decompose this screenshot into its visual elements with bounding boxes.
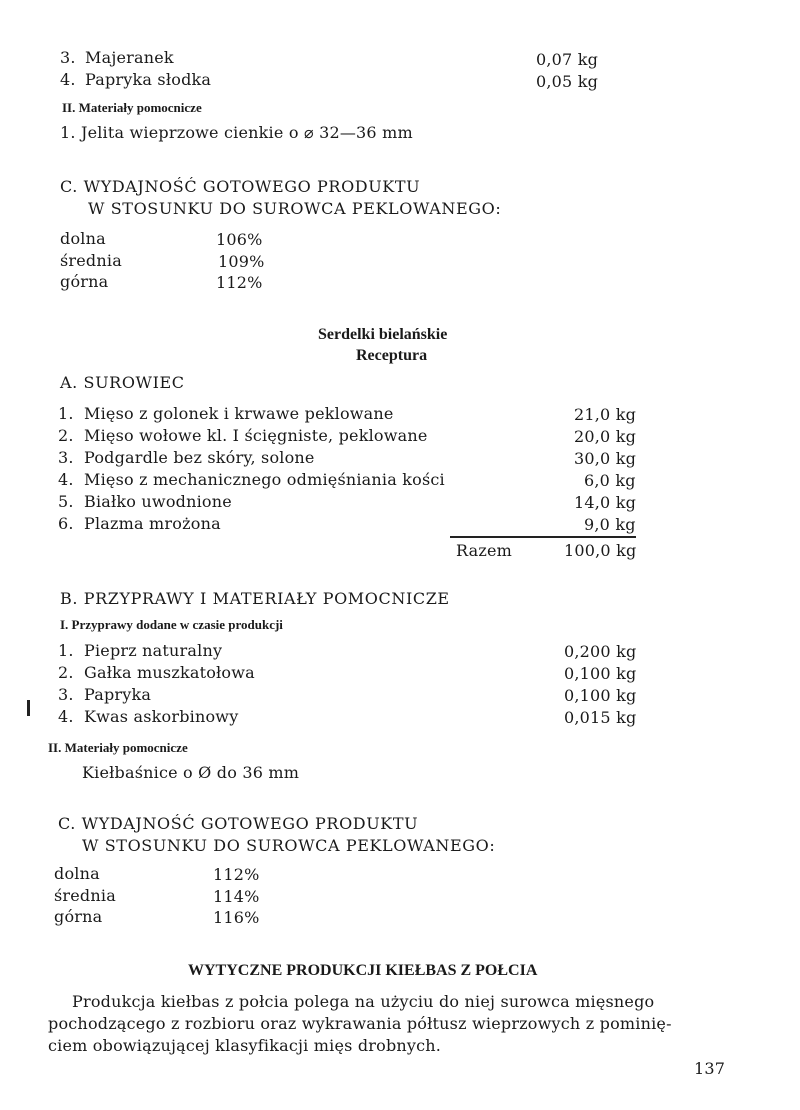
- top-aux-heading: II. Materiały pomocnicze: [62, 100, 202, 115]
- ingredient-num: 6.: [58, 514, 74, 533]
- top-yield-label: górna: [60, 272, 109, 291]
- spice-qty: 0,015 kg: [564, 708, 637, 727]
- recipe-title: Serdelki bielańskie: [318, 326, 448, 343]
- section-b-heading: B. PRZYPRAWY I MATERIAŁY POMOCNICZE: [60, 589, 450, 608]
- yield-heading: C. WYDAJNOŚĆ GOTOWEGO PRODUKTU: [58, 814, 419, 833]
- top-yield-value: 106%: [216, 230, 263, 249]
- ingredient-qty: 14,0 kg: [574, 493, 637, 512]
- spice-num: 3.: [58, 685, 74, 704]
- spice-qty: 0,100 kg: [564, 686, 637, 705]
- spice-qty: 0,200 kg: [564, 642, 637, 661]
- yield-label: dolna: [54, 864, 100, 883]
- top-yield-subheading: W STOSUNKU DO SUROWCA PEKLOWANEGO:: [88, 199, 502, 218]
- spice-name: Kwas askorbinowy: [84, 707, 239, 726]
- spice-num: 4.: [58, 707, 74, 726]
- aux-item: Kiełbaśnice o Ø do 36 mm: [82, 763, 300, 782]
- top-yield-label: dolna: [60, 229, 106, 248]
- top-item-num: 3.: [60, 48, 76, 67]
- top-item-qty: 0,07 kg: [536, 50, 599, 69]
- ingredient-name: Podgardle bez skóry, solone: [84, 448, 315, 467]
- spice-name: Papryka: [84, 685, 152, 704]
- ingredient-num: 3.: [58, 448, 74, 467]
- yield-value: 114%: [213, 887, 260, 906]
- yield-label: średnia: [54, 886, 116, 905]
- ingredient-qty: 6,0 kg: [584, 471, 636, 490]
- spices-heading: I. Przyprawy dodane w czasie produkcji: [60, 617, 283, 632]
- ingredient-name: Mięso z golonek i krwawe peklowane: [84, 404, 394, 423]
- top-yield-value: 112%: [216, 273, 263, 292]
- total-label: Razem: [456, 541, 513, 560]
- ingredient-qty: 20,0 kg: [574, 427, 637, 446]
- ingredient-num: 4.: [58, 470, 74, 489]
- top-yield-value: 109%: [218, 252, 265, 271]
- spice-name: Gałka muszkatołowa: [84, 663, 255, 682]
- top-yield-label: średnia: [60, 251, 122, 270]
- yield-value: 112%: [213, 865, 260, 884]
- aux-heading: II. Materiały pomocnicze: [48, 740, 188, 755]
- spice-num: 2.: [58, 663, 74, 682]
- top-aux-item: 1. Jelita wieprzowe cienkie o ⌀ 32—36 mm: [60, 123, 413, 142]
- ingredient-name: Mięso wołowe kl. I ścięgniste, peklowane: [84, 426, 428, 445]
- spice-qty: 0,100 kg: [564, 664, 637, 683]
- yield-subheading: W STOSUNKU DO SUROWCA PEKLOWANEGO:: [82, 836, 496, 855]
- top-item-num: 4.: [60, 70, 76, 89]
- top-item-name: Majeranek: [85, 48, 174, 67]
- total-qty: 100,0 kg: [564, 541, 637, 560]
- page-number: 137: [694, 1059, 726, 1078]
- ingredient-name: Białko uwodnione: [84, 492, 232, 511]
- ingredient-name: Plazma mrożona: [84, 514, 221, 533]
- margin-mark: [27, 700, 30, 716]
- spice-num: 1.: [58, 641, 74, 660]
- ingredient-qty: 30,0 kg: [574, 449, 637, 468]
- recipe-subtitle: Receptura: [356, 347, 428, 364]
- spice-name: Pieprz naturalny: [84, 641, 223, 660]
- yield-label: górna: [54, 907, 103, 926]
- guidelines-line: Produkcja kiełbas z połcia polega na użyciu do niej surowca mięsnego: [72, 992, 655, 1011]
- section-a-heading: A. SUROWIEC: [60, 373, 185, 392]
- ingredient-num: 2.: [58, 426, 74, 445]
- ingredient-name: Mięso z mechanicznego odmięśniania kości: [84, 470, 445, 489]
- ingredient-num: 1.: [58, 404, 74, 423]
- top-item-name: Papryka słodka: [85, 70, 212, 89]
- ingredient-qty: 21,0 kg: [574, 405, 637, 424]
- guidelines-line: pochodzącego z rozbioru oraz wykrawania półtusz wieprzowych z pominię-: [48, 1014, 672, 1033]
- guidelines-line: ciem obowiązującej klasyfikacji mięs drobnych.: [48, 1036, 442, 1055]
- ingredient-qty: 9,0 kg: [584, 515, 636, 534]
- yield-value: 116%: [213, 908, 260, 927]
- top-yield-heading: C. WYDAJNOŚĆ GOTOWEGO PRODUKTU: [60, 177, 421, 196]
- ingredient-num: 5.: [58, 492, 74, 511]
- guidelines-title: WYTYCZNE PRODUKCJI KIEŁBAS Z POŁCIA: [188, 962, 538, 979]
- top-item-qty: 0,05 kg: [536, 72, 599, 91]
- total-rule: [450, 536, 636, 538]
